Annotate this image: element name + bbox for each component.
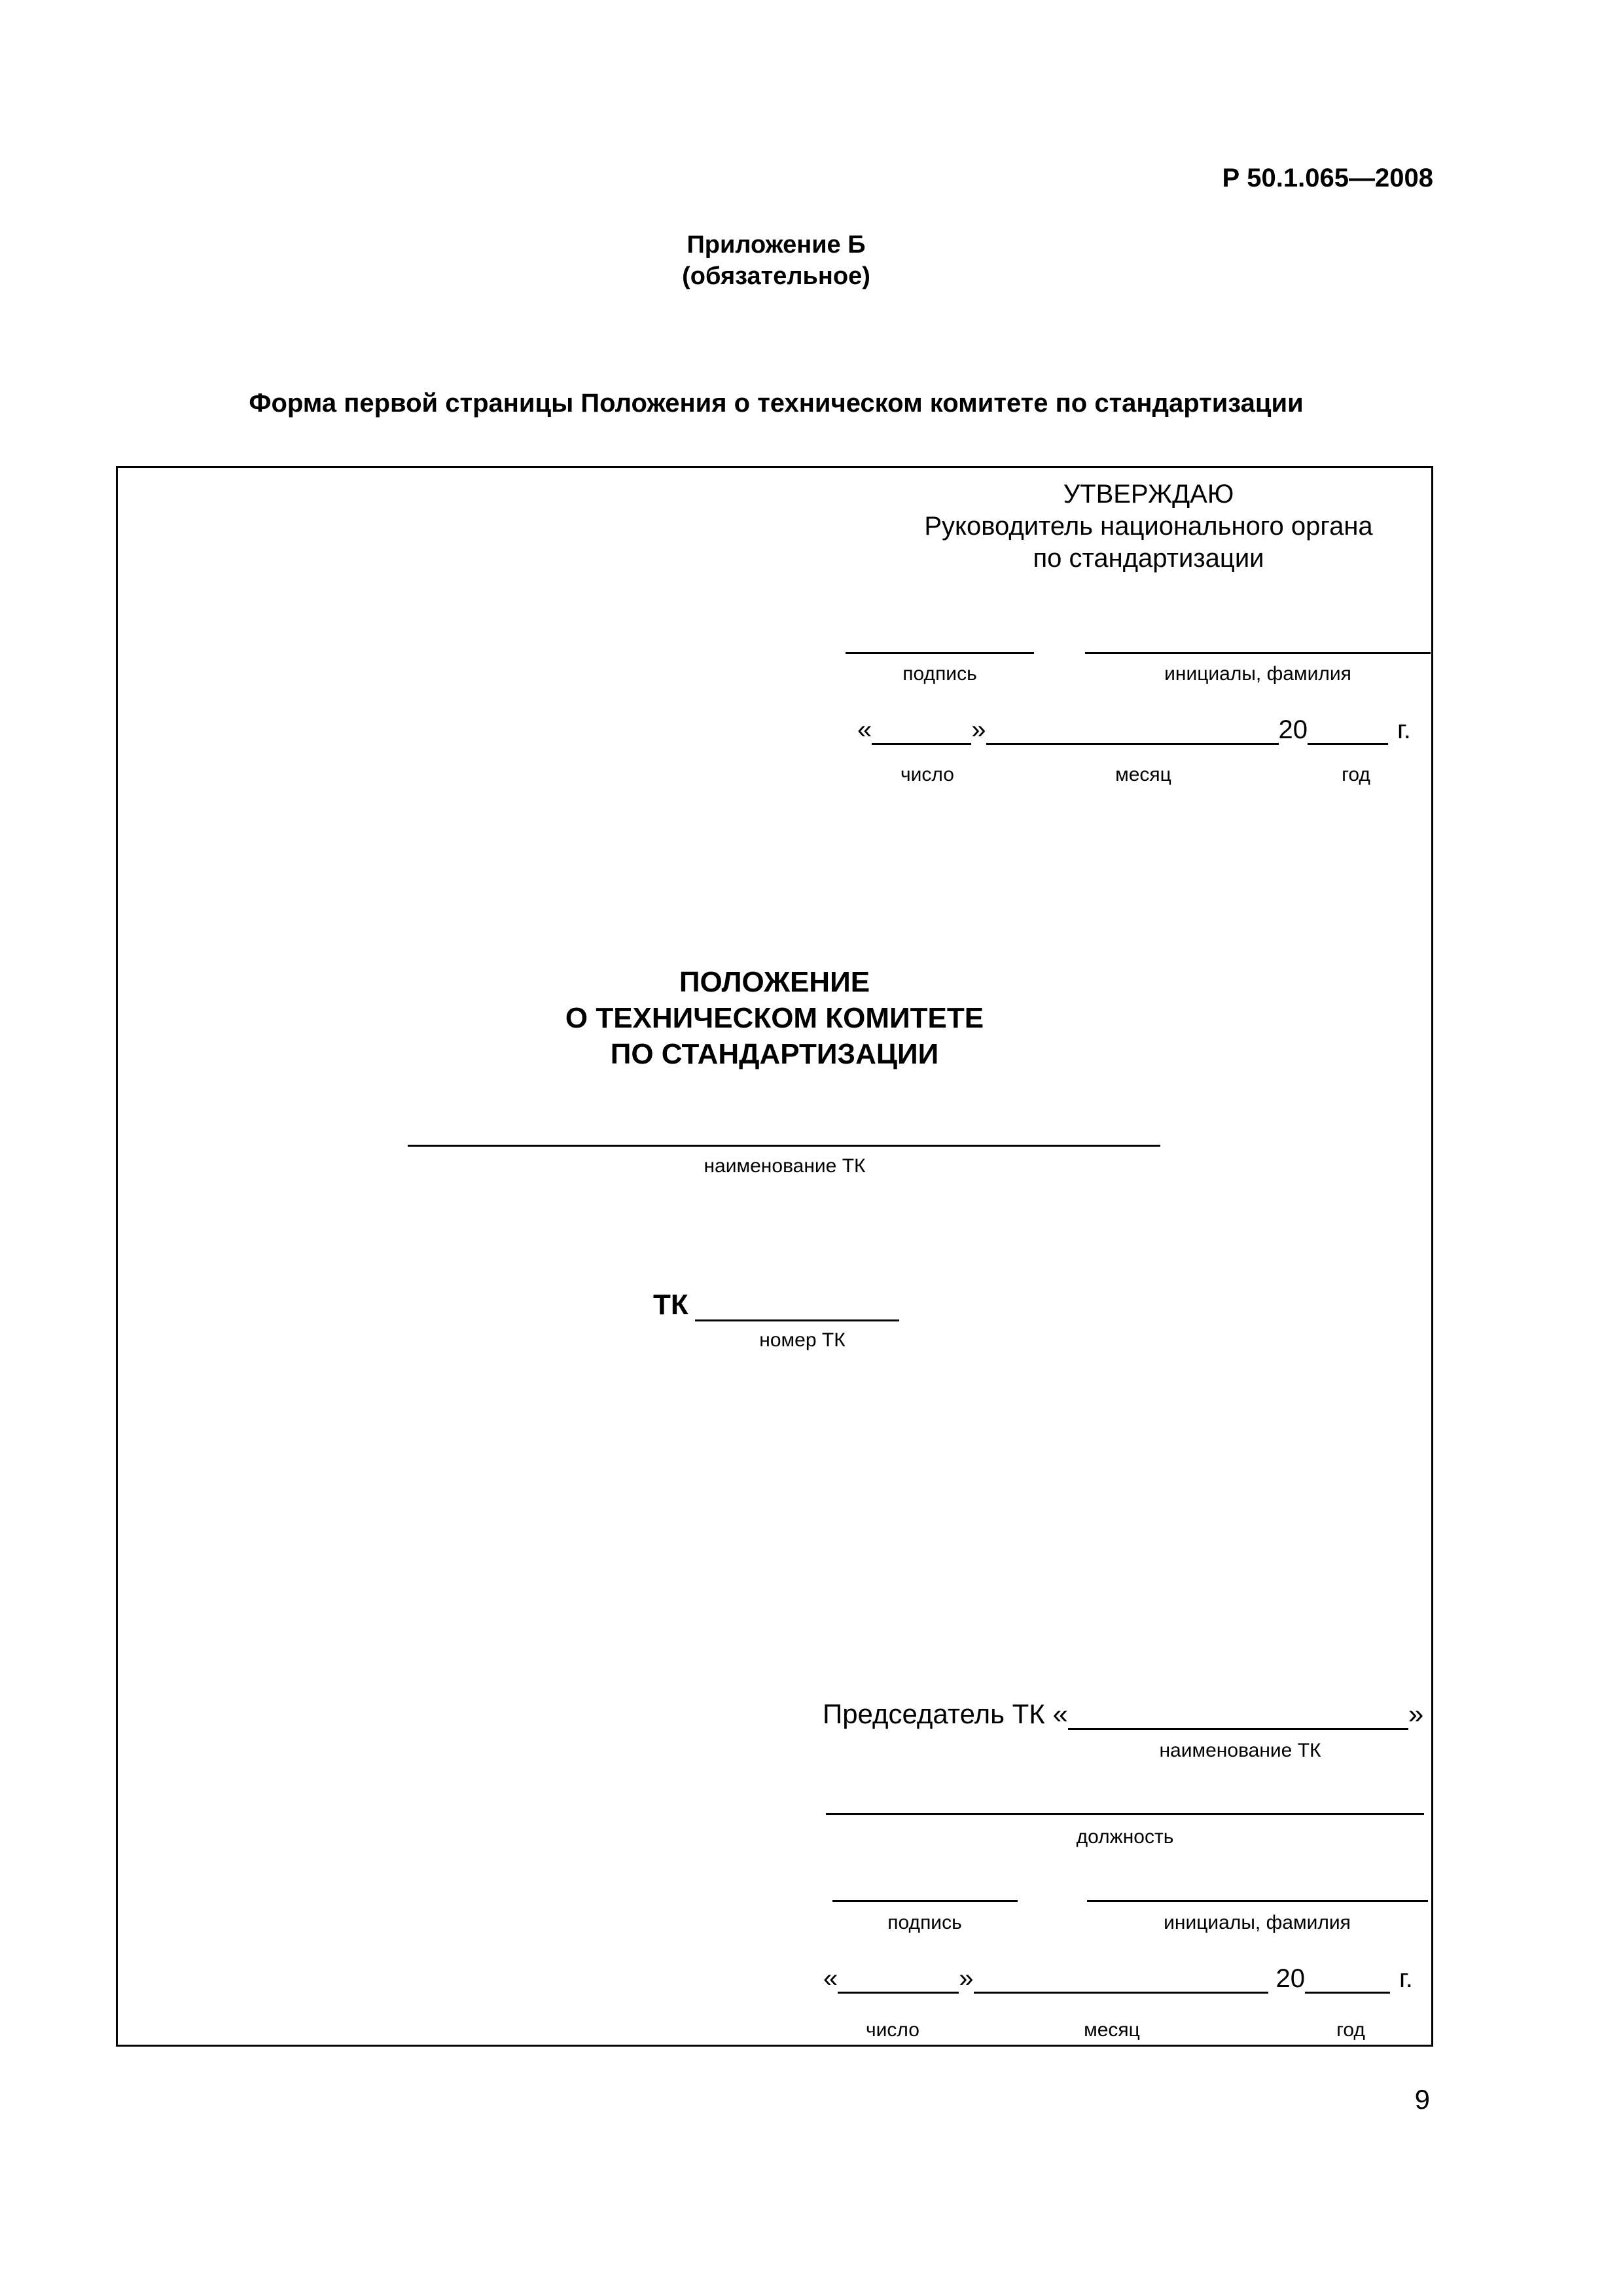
tk-name-blank-field (408, 1145, 1160, 1147)
year-blank-field (1305, 1962, 1390, 1994)
initials-surname-label: инициалы, фамилия (1164, 1912, 1351, 1933)
tk-name-label: наименование ТК (704, 1155, 866, 1177)
chairman-tk-name-blank-field (1068, 1696, 1408, 1730)
regulation-title-line3: ПО СТАНДАРТИЗАЦИИ (610, 1038, 939, 1070)
approval-date-row (857, 713, 1411, 745)
signature-label: подпись (902, 663, 977, 685)
form-heading: Форма первой страницы Положения о техническом комитете по стандартизации (249, 389, 1304, 418)
century-prefix: 20 (1275, 1964, 1305, 1993)
position-blank-field (826, 1813, 1424, 1815)
tk-number-blank-field (695, 1287, 899, 1321)
approver-title-line1: Руководитель национального органа (924, 512, 1373, 541)
appendix-title: Приложение Б (687, 231, 866, 259)
year-blank-field (1308, 713, 1388, 745)
form-frame (116, 466, 1433, 2047)
open-quote: « (857, 715, 872, 744)
regulation-title-line2: О ТЕХНИЧЕСКОМ КОМИТЕТЕ (565, 1002, 984, 1034)
close-quote: » (1408, 1698, 1424, 1729)
year-label: год (1342, 764, 1370, 785)
initials-surname-label: инициалы, фамилия (1164, 663, 1351, 685)
month-blank-field (986, 713, 1279, 745)
signature-blank-field (832, 1900, 1018, 1902)
day-label: число (866, 2019, 919, 2041)
standard-code: Р 50.1.065—2008 (1222, 164, 1433, 192)
day-blank-field (872, 713, 971, 745)
approver-title-line2: по стандартизации (1033, 544, 1264, 573)
year-abbrev: г. (1397, 715, 1411, 744)
appendix-subtitle: (обязательное) (682, 262, 870, 290)
century-prefix: 20 (1278, 715, 1308, 744)
approval-block (740, 478, 1558, 575)
open-quote: « (823, 1964, 838, 1993)
signature-label: подпись (887, 1912, 962, 1933)
page-number: 9 (1414, 2084, 1430, 2115)
appendix-heading (0, 229, 1552, 292)
regulation-title-line1: ПОЛОЖЕНИЕ (679, 966, 870, 998)
month-label: месяц (1115, 764, 1171, 785)
tk-number-row (653, 1287, 899, 1321)
year-label: год (1336, 2019, 1365, 2041)
approval-word: УТВЕРЖДАЮ (1063, 480, 1234, 509)
day-blank-field (838, 1962, 959, 1994)
regulation-title (118, 964, 1431, 1072)
year-abbrev: г. (1399, 1964, 1413, 1993)
signature-blank-field (846, 652, 1034, 654)
name-blank-field (1085, 652, 1431, 654)
chairman-prefix: Председатель ТК « (823, 1698, 1068, 1729)
chairman-date-row (823, 1962, 1413, 1994)
day-label: число (901, 764, 954, 785)
chairman-tk-name-label: наименование ТК (1159, 1740, 1321, 1761)
tk-prefix: ТК (653, 1289, 688, 1321)
chairman-row (823, 1696, 1423, 1730)
close-quote: » (959, 1964, 974, 1993)
tk-number-label: номер ТК (759, 1329, 846, 1351)
name-blank-field (1087, 1900, 1428, 1902)
month-blank-field (974, 1962, 1268, 1994)
position-label: должность (1076, 1826, 1174, 1848)
close-quote: » (971, 715, 986, 744)
month-label: месяц (1084, 2019, 1140, 2041)
